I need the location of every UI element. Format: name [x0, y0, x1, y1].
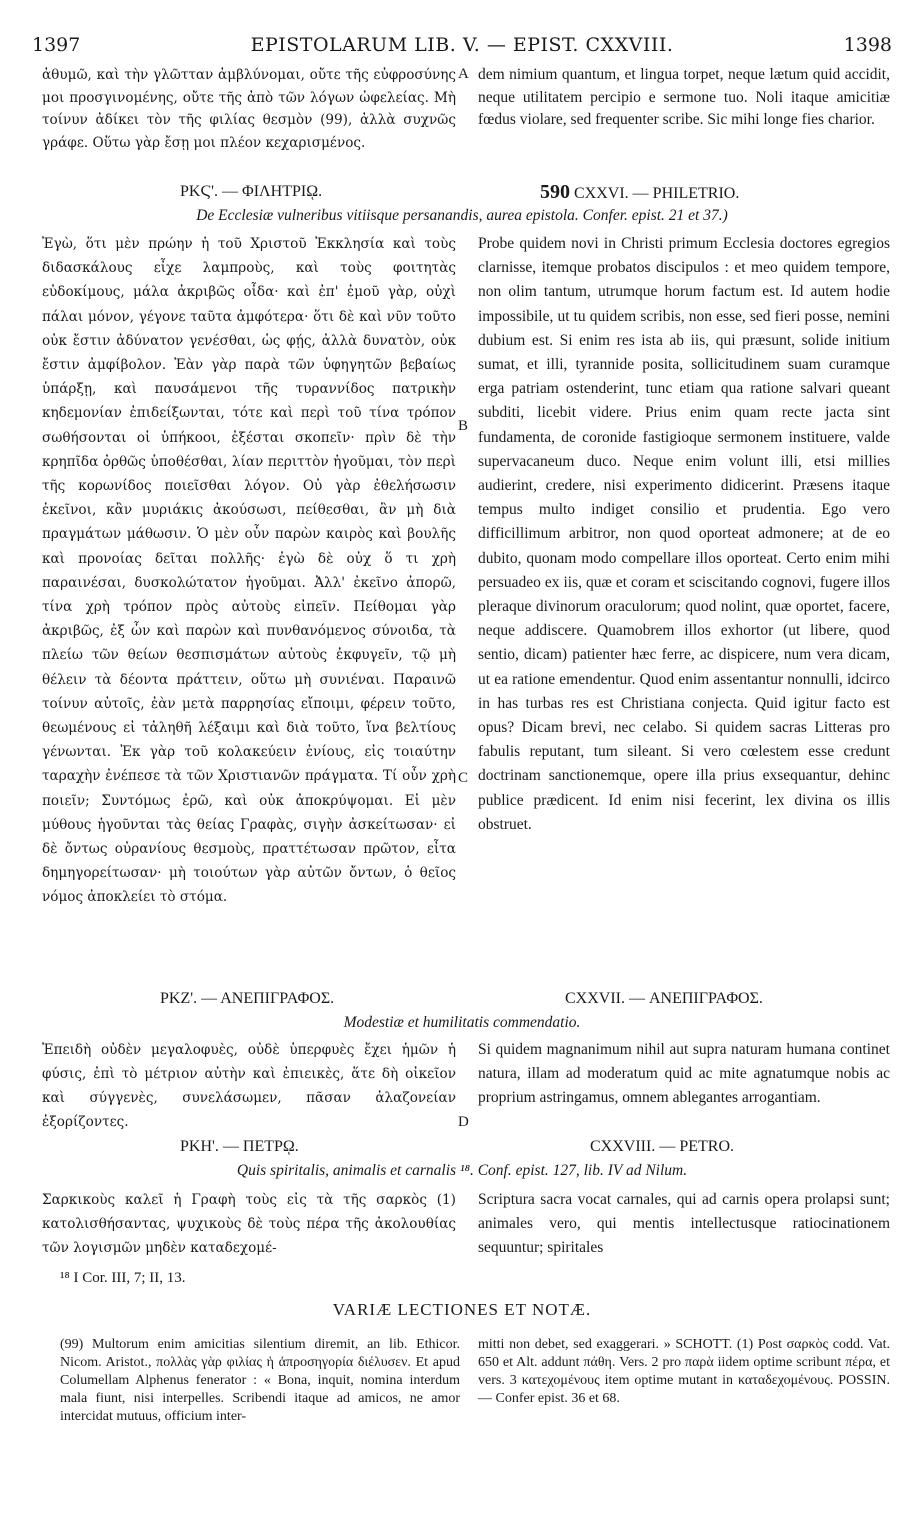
epist126-subtitle: De Ecclesiæ vulneribus vitiisque persanandis, aurea epistola. Confer. epist. 21 et 37.) — [196, 207, 728, 224]
margin-marker-b: B — [458, 418, 469, 434]
epist126-latin-title: CXXVI. — PHILETRIO. — [574, 185, 740, 202]
margin-marker-c: C — [458, 770, 469, 786]
epist127-latin-heading: CXXVII. — ΑΝΕΠΙΓΡΑΦΟΣ. — [565, 990, 763, 1007]
epist128-greek-text: Σαρκικοὺς καλεῖ ἡ Γραφὴ τοὺς εἰς τὰ τῆς σαρκὸς (1) κατολισθήσαντας, ψυχικοὺς δὲ τοὺς πέρα τῆς ἀκολουθίας τῶν λογισμῶν μηδὲν καταδεχομέ- — [42, 1192, 456, 1256]
column-number: 590 — [540, 181, 570, 203]
epist127-latin-text: Si quidem magnanimum nihil aut supra naturam humana continet natura, illam ad moderatum quid ac mite agnatumque nobis ac proprium astringamus, omnem ablegantes arrogantiam. — [478, 1041, 890, 1106]
notes-right-column: mitti non debet, sed exaggerari. » SCHOTT. (1) Post σαρκὸς codd. Vat. 650 et Alt. addunt πάθη. Vers. 2 pro παρὰ iidem optime scribunt πέρα, et vers. 3 κατεχομένους item optime mutant in καταδεχομένους. POSSIN. — Confer epist. 36 et 68. — [478, 1337, 890, 1406]
epist128-subtitle: Quis spiritalis, animalis et carnalis ¹⁸. Conf. epist. 127, lib. IV ad Nilum. — [236, 1162, 688, 1179]
epist126-greek-text: Ἐγὼ, ὅτι μὲν πρώην ἡ τοῦ Χριστοῦ Ἐκκλησία καὶ τοὺς διδασκάλους εἶχε λαμπροὺς, καὶ τοὺς φοιτητὰς εὐδοκίμους, μάλα ἀκριβῶς οἶδα· καὶ ἐπ' ἐμοῦ γὰρ, οὐχὶ πάλαι μόνον, γέγονε ταῦτα ἀμφότερα· ὅτι δὲ καὶ νῦν τοῦτο οὐκ ἔστιν ἀδύνατον γενέσθαι, ὡς φῄς, ἀλλὰ δυνατὸν, οὐκ ἔστιν ἀμφίβολον. Ἐὰν γὰρ παρὰ τῶν ὑφηγητῶν βεβαίως ὑπάρξῃ, καὶ παυσάμενοι τῆς τυραννίδος πατρικὴν κηδεμονίαν ἐπιδείξωνται, τότε καὶ περὶ τοῦ τίνα τρόπον σωθήσονται οἱ ὑπήκοοι, ἐξέσται σκοπεῖν· πρὶν δὲ τὴν κρηπῖδα ὀρθῶς ὑποθέσθαι, λίαν περιττὸν ἡγοῦμαι, τὸν περὶ τῆς κορωνίδος ποιεῖσθαι λόγον. Οὐ γὰρ ἐθελήσωσιν ἐκεῖνοι, κἂν μυριάκις ἀκούσωσι, πείθεσθαι, ἂν μὴ διὰ πραγμάτων μάθωσιν. Ὁ μὲν οὖν παρὼν καιρὸς καὶ βουλῆς καὶ προνοίας δεῖται πολλῆς· ἐγὼ δὲ οὐχ ὅ τι χρὴ παραινέσαι, δυσκολώτατον ἡγοῦμαι. Ἀλλ' ἐκεῖνο ἀπορῶ, τίνα χρὴ τρόπον πρὸς αὐτοὺς εἰπεῖν. Πείθομαι γὰρ ἀκριβῶς, ἐξ ὧν καὶ παρὼν καὶ πυνθανόμενος σύνοιδα, τὰ πλείω τῶν θείων θεσπισμάτων αὐτοὺς ἐκφυγεῖν, τῷ μὴ θέλειν τὰ δέοντα πράττειν, οὕτω μὴ συνιέναι. Παραινῶ τοίνυν αὐτοῖς, ἐὰν μετὰ παρρησίας εἴποιμι, φέρειν τοῦτο, θεωμένους εἰ τἀληθῆ λέξαιμι καὶ διὰ τοῦτο, ἵνα βελτίους γένωνται. Ἐκ γὰρ τοῦ κολακεύειν ἐνίους, εἰς τοιαύτην ταραχὴν ἐνέπεσε τὰ τῶν Χριστιανῶν πράγματα. Τί οὖν χρὴ ποιεῖν; Συντόμως ἐρῶ, καὶ οὐκ ἀποκρύψομαι. Εἰ μὲν μύθους ἡγοῦνται τὰς θείας Γραφὰς, σιγὴν ἀσκείτωσαν· εἰ δὲ ὄντως οὐρανίους θεσμοὺς, πραττέτωσαν πρῶτον, εἶτα δημηγορείτωσαν· μὴ τοιούτων γὰρ αὐτῶν ὄντων, ὁ θεῖος νόμος ἀποκλείει τὸ στόμα. — [42, 236, 456, 906]
left-page-number: 1397 — [32, 34, 81, 56]
epist126-latin-heading — [540, 181, 739, 204]
epist127-greek-heading: ΡΚΖ'. — ΑΝΕΠΙΓΡΑΦΟΣ. — [160, 990, 335, 1007]
epist128-latin-text: Scriptura sacra vocat carnales, qui ad carnis opera prolapsi sunt; animales vero, qui mentis intellectusque ratiocinationem sequuntur; spiritales — [478, 1191, 890, 1256]
top-latin-text: dem nimium quantum, et lingua torpet, neque lætum quid accidit, neque utilitatem percipio e sermone tuo. Noli itaque amicitiæ fœdus violare, sed frequenter scribe. Sic mihi longe fies charior. — [478, 66, 890, 128]
margin-marker-a: A — [458, 66, 469, 82]
notes-left-column: (99) Multorum enim amicitias silentium diremit, an lib. Ethicor. Nicom. Aristot., πολλὰς γὰρ φιλίας ἡ ἀπροσηγορία διέλυσεν. Et apud Columellam Alphenus fenerator : « Bona, inquit, nomina interdum mala fiunt, nisi interpelles. Scribendi itaque ad amicos, ne amor intercidat mutuus, officium inter- — [60, 1337, 460, 1424]
running-title: EPISTOLARUM LIB. V. — EPIST. CXXVIII. — [250, 34, 674, 56]
notes-title: VARIÆ LECTIONES ET NOTÆ. — [332, 1300, 592, 1319]
top-greek-text: ἀθυμῶ, καὶ τὴν γλῶτταν ἀμβλύνομαι, οὔτε τῆς εὐφροσύνης μοι προσγινομένης, οὔτε τῆς ἀπὸ τῶν λόγων ὠφελείας. Μὴ τοίνυν ἀδίκει τὸν τῆς φιλίας θεσμὸν (99), ἀλλὰ συχνῶς γράφε. Οὕτω γὰρ ἔσῃ μοι πλέον κεχαρισμένος. — [42, 67, 456, 151]
margin-marker-d: D — [458, 1114, 469, 1130]
right-page-number: 1398 — [843, 34, 892, 56]
epist126-greek-heading: ΡΚϚ'. — ΦΙΛΗΤΡΙῼ. — [180, 183, 323, 200]
epist126-latin-text: Probe quidem novi in Christi primum Ecclesia doctores egregios clarnisse, itemque probatos discipulos : et meo quidem tempore, non olim tantum, utrumque horum factum est. Id autem hodie impossibile, ut tu quidem scribis, non esse, sed fieri posse, nemini dubium est. Si enim res ista ab iis, qui præsunt, solide initium sumat, et illi, tyrannide posita, sollicitudinem suam curamque erga patriam ostenderint, tunc etiam qua ratione salvari queant subditi, licebit videre. Prius enim quam recte jacta sint fundamenta, de coronide fastigioque sermonem instituere, valde supervacaneum duco. Neque enim volunt illi, etsi millies audierint, credere, nisi experimento didicerint. Præsens itaque tempus multo indiget consilio et prudentia. Ego vero difficillimum arbitror, non quod oporteat admonere; at de eo dubito, quonam modo compellare illos oporteat. Certo enim mihi persuadeo ex iis, quæ et coram et sciscitando cognovi, fugere illos pleraque divinorum oraculorum; quod nolint, quæ oportet, facere, neque addiscere. Quamobrem illos exhortor (ut libere, quod sentio, dicam) patienter hæc ferre, ac dispicere, num vera dicam, ut ea ratione emendentur. Quod enim assentantur nonnulli, idcirco in has turbas res est Christiana conjecta. Quid igitur facto est opus? Dicam brevi, nec celabo. Si quidem sacras Litteras pro fabulis reputant, tum sileant. Si vero cœlestem esse credunt doctrinam sanctionemque, opere illa prius exsequantur, dehinc publice prædicent. Id enim nisi fecerint, lex divina os illis obstruet. — [478, 235, 890, 833]
footnote: ¹⁸ I Cor. III, 7; II, 13. — [60, 1270, 186, 1286]
epist127-greek-text: Ἐπειδὴ οὐδὲν μεγαλοφυὲς, οὐδὲ ὑπερφυὲς ἔχει ἡμῶν ἡ φύσις, ἐπὶ τὸ μέτριον αὐτὴν καὶ ἐπιεικὲς, ἅτε δὴ οἰκεῖον καὶ σύγγενὲς, συνελάσωμεν, πᾶσαν ἀλαζονείαν ἐξορίζοντες. — [42, 1042, 456, 1130]
epist128-greek-heading: ΡΚΗ'. — ΠΕΤΡῼ. — [180, 1138, 299, 1155]
epist128-latin-heading: CXXVIII. — PETRO. — [590, 1138, 734, 1155]
page-header — [32, 34, 892, 64]
epist127-subtitle: Modestiæ et humilitatis commendatio. — [343, 1014, 581, 1031]
